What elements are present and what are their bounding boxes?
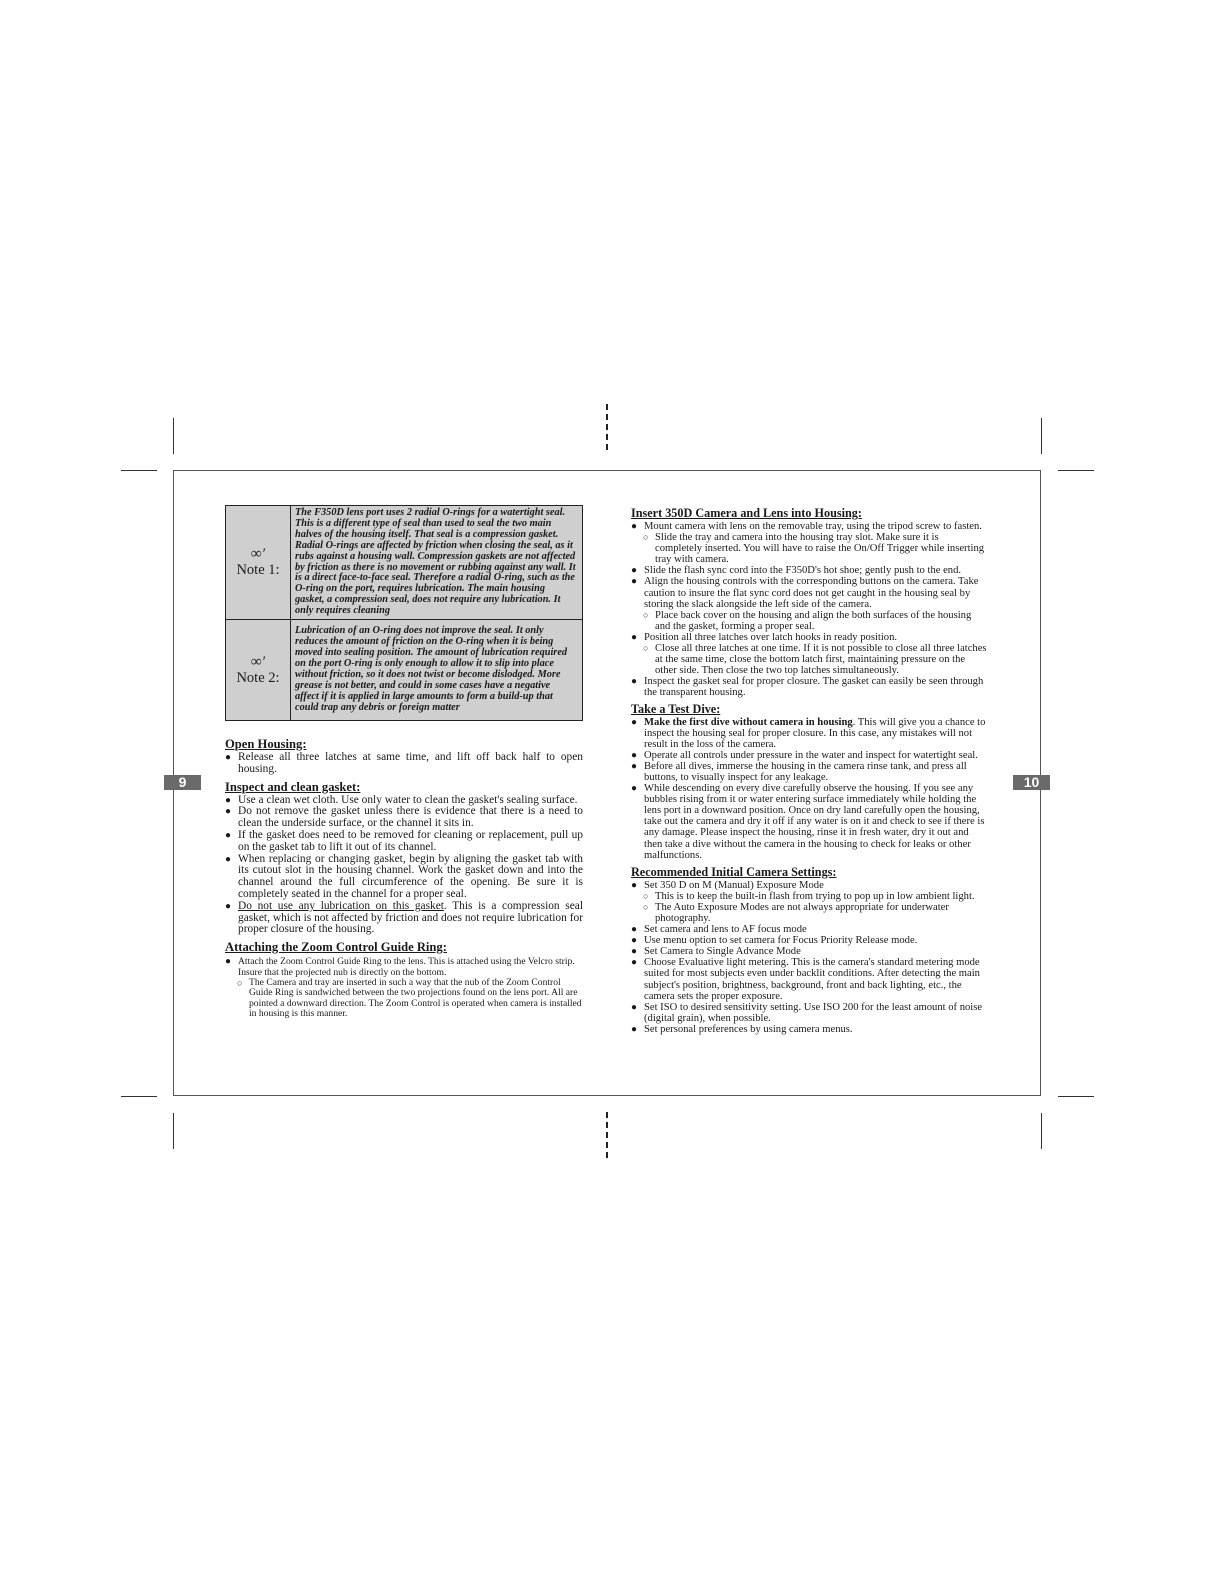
- crop-mark: [1058, 1096, 1094, 1097]
- sub-list-item: ○ Slide the tray and camera into the housing tray slot. Make sure it is completely inserted. You will have to raise the On/Off Trigger while inserting tray with camera.: [631, 532, 988, 565]
- list-item: ● Before all dives, immerse the housing in the camera rinse tank, and press all buttons, to visually inspect for any leakage.: [631, 761, 988, 783]
- list-item: ● Choose Evaluative light metering. This is the camera's standard metering mode suited for most subjects even under backlit conditions. After detecting the main subject's position, brightness, background, front and back lighting, etc., the camera sets the proper exposure.: [631, 957, 988, 1001]
- note-label-cell: [226, 506, 291, 620]
- page-number-right: 10: [1013, 775, 1050, 790]
- list-item: ● Operate all controls under pressure in the water and inspect for watertight seal.: [631, 750, 988, 761]
- note-label-cell: [226, 620, 291, 721]
- crop-mark: [173, 418, 174, 454]
- list-item: [631, 717, 988, 750]
- sub-list-item: ○ Close all three latches at one time. If it is not possible to close all three latches at the same time, close the bottom latch first, maintaining pressure on the other side. Then close the two top latches simultaneously.: [631, 643, 988, 676]
- list-item: ● Set 350 D on M (Manual) Exposure Mode: [631, 880, 988, 891]
- section-heading: Recommended Initial Camera Settings:: [631, 864, 837, 879]
- crop-mark: [121, 1096, 157, 1097]
- note-label: Note 1:: [236, 562, 280, 579]
- list-item-text: . This is a compression seal gasket, which is not affected by friction and does not require lubrication for proper closure of the housing.: [238, 899, 583, 936]
- list-item: ● Use a clean wet cloth. Use only water to clean the gasket's sealing surface.: [225, 795, 583, 807]
- note-row: [226, 620, 583, 721]
- bold-instruction: Make the first dive without camera in housing: [644, 716, 853, 728]
- crop-mark: [173, 1113, 174, 1149]
- list-item: ● Set ISO to desired sensitivity setting. Use ISO 200 for the least amount of noise (digital grain), when possible.: [631, 1002, 988, 1024]
- bullet-list: [631, 880, 988, 1035]
- note-label: Note 2:: [236, 669, 280, 686]
- glasses-icon: ∞′: [251, 546, 265, 563]
- list-item: ● Mount camera with lens on the removable tray, using the tripod screw to fasten.: [631, 521, 988, 532]
- list-item: ● Set personal preferences by using camera menus.: [631, 1024, 988, 1035]
- list-item: ● Use menu option to set camera for Focus Priority Release mode.: [631, 935, 988, 946]
- list-item: ● Position all three latches over latch hooks in ready position.: [631, 632, 988, 643]
- center-fold-mark: [606, 1112, 610, 1158]
- crop-mark: [1041, 1113, 1042, 1149]
- list-item: ● Slide the flash sync cord into the F350D's hot shoe; gently push to the end.: [631, 565, 988, 576]
- sub-list-item: ○ The Auto Exposure Modes are not always appropriate for underwater photography.: [631, 902, 988, 924]
- note-row: [226, 506, 583, 620]
- left-column: [225, 737, 583, 1020]
- list-item: ● Align the housing controls with the corresponding buttons on the camera. Take caution to insure the flat sync cord does not get caught in the housing seal by storing the slack alongside the left side of the camera.: [631, 576, 988, 609]
- list-item: ● While descending on every dive carefully observe the housing. If you see any bubbles rising from it or water entering surface immediately while holding the lens port in a downward position. Once on dry land carefully open the housing, take out the camera and dry it off if any water is on it and check to see if there is any damage. Please inspect the housing, rinse it in fresh water, dry it out and then take a dive without the camera in the housing to check for leaks or other malfunctions.: [631, 783, 988, 861]
- bullet-list: [631, 717, 988, 861]
- glasses-icon: ∞′: [251, 653, 265, 670]
- crop-mark: [1058, 470, 1094, 471]
- list-item: ● Set camera and lens to AF focus mode: [631, 924, 988, 935]
- list-item: ● If the gasket does need to be removed for cleaning or replacement, pull up on the gasket tab to lift it out of its channel.: [225, 830, 583, 854]
- list-item: ● Inspect the gasket seal for proper closure. The gasket can easily be seen through the transparent housing.: [631, 676, 988, 698]
- right-column: [631, 506, 988, 1035]
- bullet-list: [225, 752, 583, 776]
- crop-mark: [121, 470, 157, 471]
- section-heading: Take a Test Dive:: [631, 701, 721, 716]
- page-number-left: 9: [164, 775, 201, 790]
- section-heading: Open Housing:: [225, 737, 307, 751]
- list-item: ● Do not remove the gasket unless there is evidence that there is a need to clean the underside surface, or the channel it sits in.: [225, 806, 583, 830]
- section-heading: Inspect and clean gasket:: [225, 779, 361, 794]
- note-text: The F350D lens port uses 2 radial O-rings for a watertight seal. This is a different type of seal than used to seal the two main halves of the housing itself. That seal is a compression gasket. Radial O-rings are affected by friction when closing the seal, as it rubs against a housing wall. Compression gaskets are not affected by friction as there is no movement or rubbing against any wall. It is a direct face-to-face seal. Therefore a radial O-ring, such as the O-ring on the port, requires lubrication. The main housing gasket, a compression seal, does not require any lubrication. It only requires cleaning: [291, 506, 583, 620]
- bullet-list: [225, 795, 583, 937]
- list-item: [225, 901, 583, 936]
- list-item: ● When replacing or changing gasket, begin by aligning the gasket tab with its cutout slot in the housing channel. Work the gasket down and into the channel around the full circumference of the opening. Be sure it is completely seated in the channel for a proper seal.: [225, 854, 583, 901]
- notes-table: [225, 505, 583, 721]
- sub-list-item: ○ This is to keep the built-in flash from trying to pop up in low ambient light.: [631, 891, 988, 902]
- list-item: ● Release all three latches at same time, and lift off back half to open housing.: [225, 752, 583, 776]
- center-fold-mark: [606, 404, 610, 450]
- sub-list-item: ○ Place back cover on the housing and align the both surfaces of the housing and the gasket, forming a proper seal.: [631, 610, 988, 632]
- section-heading: Attaching the Zoom Control Guide Ring:: [225, 940, 447, 955]
- sub-list-item: ○ The Camera and tray are inserted in such a way that the nub of the Zoom Control Guide Ring is sandwiched between the two projections found on the lens port. All are pointed a downward direction. The Zoom Control is operated when camera is installed in housing is this manner.: [225, 978, 583, 1020]
- bullet-list: [631, 521, 988, 699]
- note-text: Lubrication of an O-ring does not improve the seal. It only reduces the amount of friction on the O-ring when it is being moved into sealing position. The amount of lubrication required on the port O-ring is only enough to allow it to slip into place without friction, so it does not twist or become dislodged. More grease is not better, and could in some cases have a negative affect if it is applied in large amounts to form a build-up that could trap any debris or foreign matter: [291, 620, 583, 721]
- section-heading: Insert 350D Camera and Lens into Housing:: [631, 506, 862, 520]
- list-item: ● Set Camera to Single Advance Mode: [631, 946, 988, 957]
- underlined-warning: Do not use any lubrication on this gasket: [238, 899, 444, 912]
- list-item-text: . This will give you a chance to inspect the housing seal for proper closure. In this case, any mistakes will not result in the loss of the camera.: [644, 716, 986, 750]
- bullet-list: [225, 957, 583, 1019]
- crop-mark: [1041, 418, 1042, 454]
- list-item: ● Attach the Zoom Control Guide Ring to the lens. This is attached using the Velcro strip. Insure that the projected nub is directly on the bottom.: [225, 957, 583, 978]
